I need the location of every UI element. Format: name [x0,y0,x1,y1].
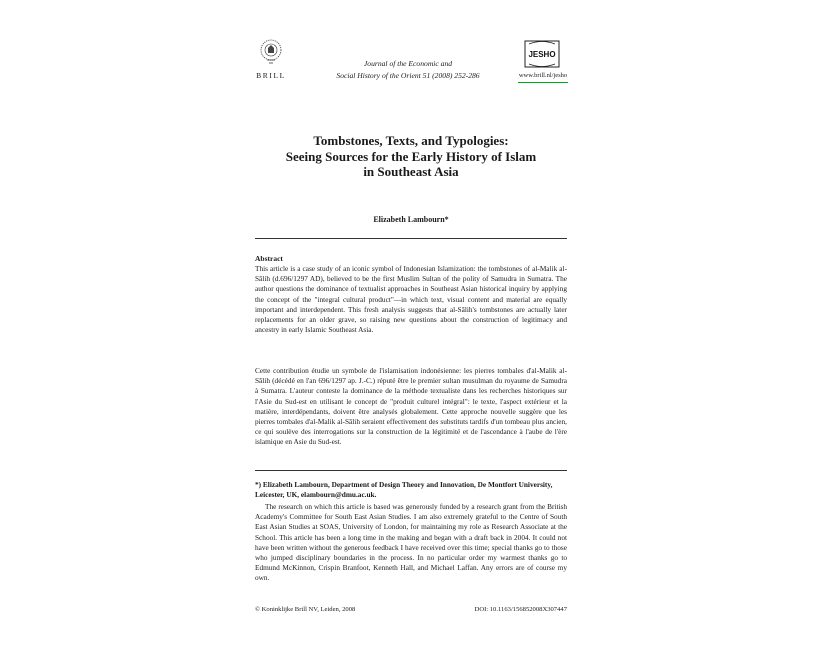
brill-seal-icon [259,38,283,66]
jesho-emblem-icon [523,40,561,68]
url-underline [518,82,568,83]
svg-text:JESHO: JESHO [528,50,556,59]
journal-reference [318,58,498,82]
jesho-logo [518,40,568,84]
journal-line-2: Social History of the Orient 51 (2008) 252-286 [336,71,480,80]
author-name: Elizabeth Lambourn* [373,215,449,224]
footnote-marker: *) [255,480,262,489]
brill-logo [254,38,288,84]
journal-line-1: Journal of the Economic and [363,59,453,68]
footnote-affiliation [255,480,567,500]
footnote-body: The research on which this article is based was generously funded by a research grant from the British Academy's Committee for South East Asian Studies. I am also extremely grateful to the Centre of South East Asian Studies at SOAS, University of London, for maintaining my role as Research Associate at the School. This article has been a long time in the making and began with a draft back in 2004. It could not have been written without the generous feedback I have received over this time; special thanks go to those who jumped disciplinary boundaries in the process. In no particular order my warmest thanks go to Edmund McKinnon, Crispin Branfoot, Kenneth Hall, and Michael Laffan. Any errors are of course my own. [255,502,567,583]
copyright-notice: © Koninklijke Brill NV, Leiden, 2008 [255,606,356,613]
journal-url-link[interactable]: www.brill.nl/jesho [518,72,568,79]
abstract-french: Cette contribution étudie un symbole de l'islamisation indonésienne: les pierres tombales d'al-Malik al-Sālih (décédé en l'an 696/1297 ap. J.-C.) réputé être le premier sultan musulman du royaume de Samudra à Sumatra. L'auteur conteste la dominance de la méthode textualiste dans les recherches historiques sur l'Asie du Sud-est en utilisant le concept de "produit culturel intégral": le texte, l'aspect extérieur et la matière, interdépendants, doivent être analysés globalement. Cette approche nouvelle suggère que les pierres tombales d'al-Malik al-Sālih seraient effectivement des substituts tardifs d'un tombeau plus ancien, ce qui soulève des interrogations sur la construction de la légitimité et de l'ascendance à l'aube de l'ère islamique en Asie du Sud-est. [255,366,567,447]
footnote-affiliation-text: Elizabeth Lambourn, Department of Design Theory and Innovation, De Montfort University, Leicester, UK, elambourn@dmu.ac.uk. [255,480,553,500]
title-line-1: Tombstones, Texts, and Typologies: [313,133,509,148]
abstract-divider [255,470,567,471]
abstract-english: This article is a case study of an iconic symbol of Indonesian Islamization: the tombstones of al-Malik al-Sālih (d.696/1297 AD), believed to be the first Muslim Sultan of the polity of Samudra in Sumatra. The author questions the dominance of textualist approaches in Southeast Asian historical inquiry by applying the concept of the "integral cultural product"—in which text, visual content and material are equally important and interdependent. This fresh analysis suggests that al-Sālih's tombstones are actually later replacements for an older grave, so raising new questions about the construction of legitimacy and ancestry in early Islamic Southeast Asia. [255,264,567,335]
title-line-2: Seeing Sources for the Early History of Islam [285,148,537,164]
abstract-heading: Abstract [255,254,283,263]
article-title [255,133,567,180]
doi-reference[interactable]: DOI: 10.1163/156852008X307447 [474,606,567,613]
publisher-name: BRILL [256,71,286,80]
title-divider [255,238,567,239]
title-line-3: in Southeast Asia [363,164,459,180]
